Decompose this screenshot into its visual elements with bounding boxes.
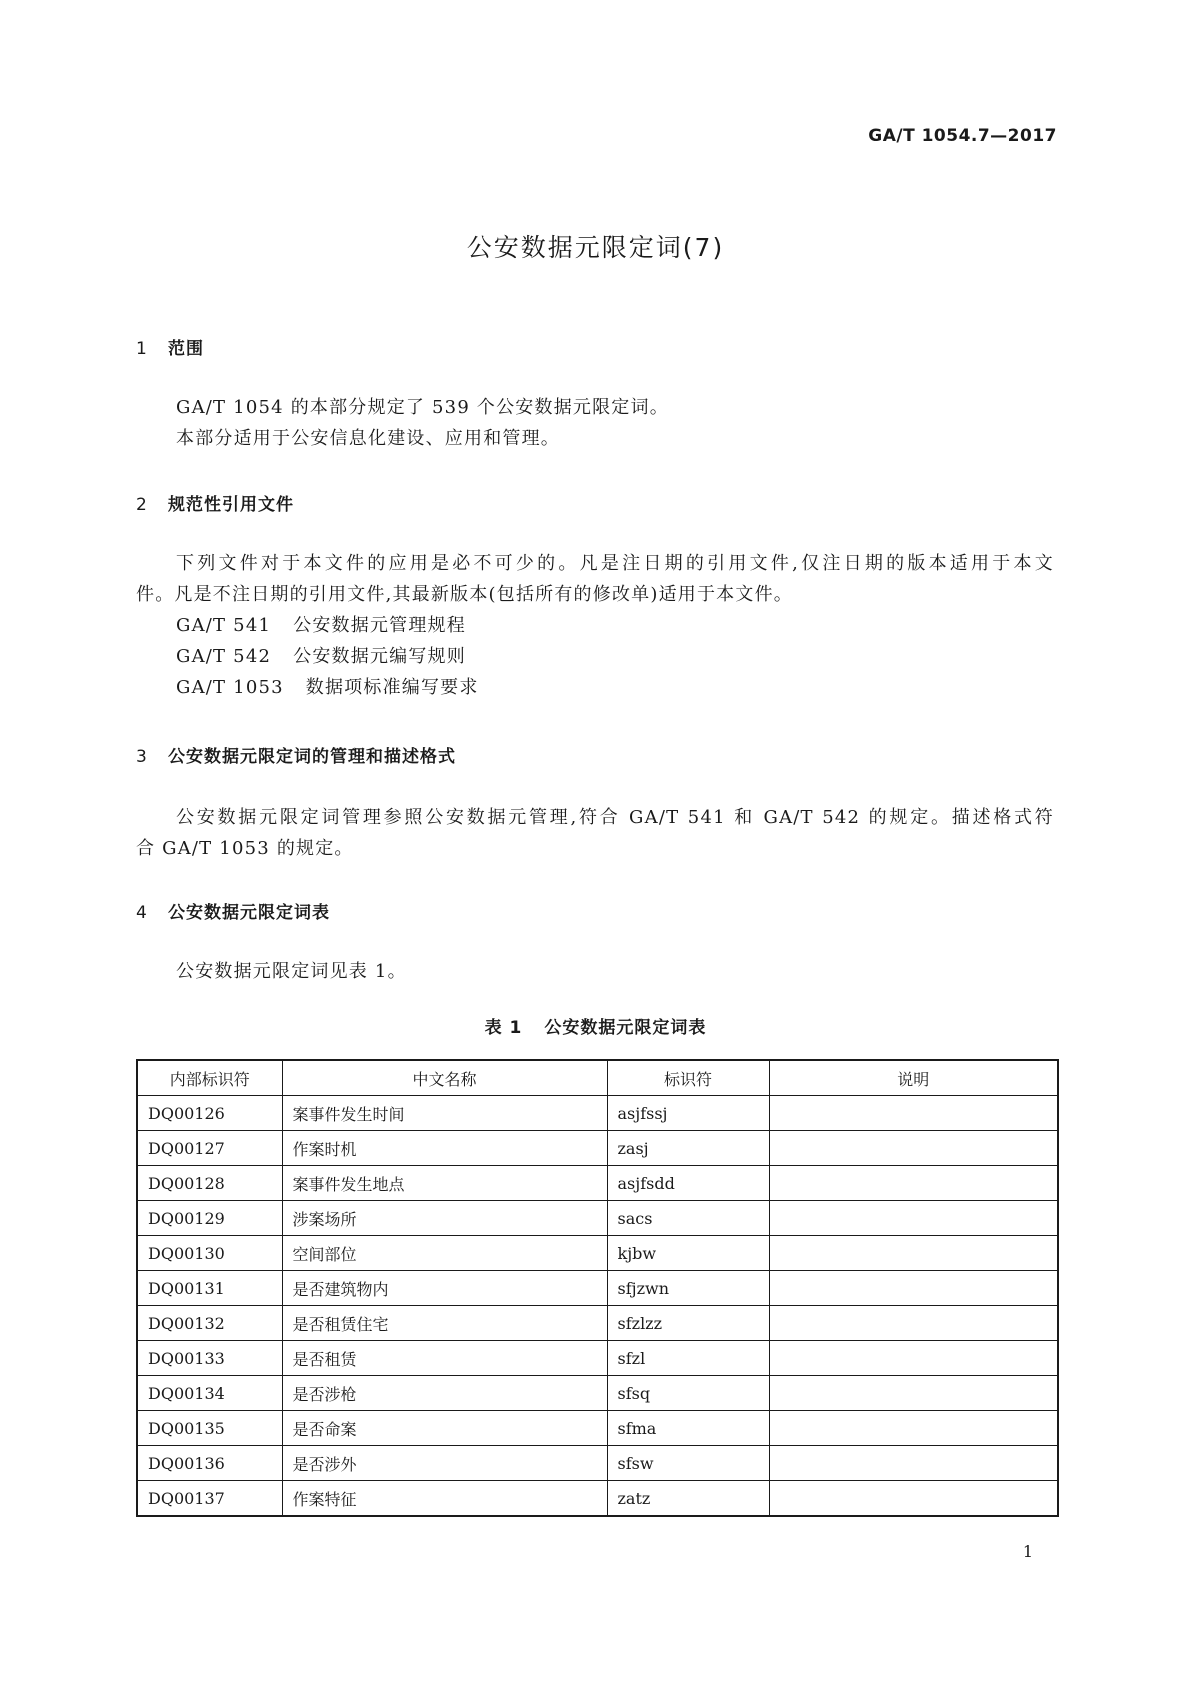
cell-internal-id: DQ00126 (137, 1096, 282, 1131)
section-4-body (136, 956, 1054, 987)
reference-code: GA/T 1053 (176, 677, 284, 698)
cell-internal-id: DQ00131 (137, 1271, 282, 1306)
cell-identifier: sfsw (607, 1446, 769, 1481)
cell-internal-id: DQ00128 (137, 1166, 282, 1201)
cell-internal-id: DQ00132 (137, 1306, 282, 1341)
section-3-number: 3 (136, 747, 148, 767)
reference-code: GA/T 541 (176, 615, 272, 636)
cell-description (769, 1481, 1058, 1517)
cell-internal-id: DQ00129 (137, 1201, 282, 1236)
section-2-number: 2 (136, 495, 148, 515)
section-2-intro-line-1: 下列文件对于本文件的应用是必不可少的。凡是注日期的引用文件,仅注日期的版本适用于本文 (176, 553, 1054, 574)
reference-code: GA/T 542 (176, 646, 272, 667)
cell-description (769, 1201, 1058, 1236)
table-caption-title: 公安数据元限定词表 (544, 1018, 707, 1038)
section-3-title: 公安数据元限定词的管理和描述格式 (168, 747, 456, 767)
section-1-paragraph: 本部分适用于公安信息化建设、应用和管理。 (176, 428, 560, 449)
section-1-body (136, 392, 1054, 454)
table-row (137, 1481, 1058, 1517)
table-row (137, 1341, 1058, 1376)
table-row (137, 1271, 1058, 1306)
cell-chinese-name: 是否涉枪 (282, 1376, 607, 1411)
section-3-heading (136, 742, 456, 767)
cell-description (769, 1236, 1058, 1271)
table-row (137, 1411, 1058, 1446)
reference-title: 公安数据元编写规则 (293, 646, 466, 667)
reference-title: 公安数据元管理规程 (293, 615, 466, 636)
table-body (137, 1096, 1058, 1517)
section-3-line-1: 公安数据元限定词管理参照公安数据元管理,符合 GA/T 541 和 GA/T 542 的规定。描述格式符 (176, 807, 1054, 828)
table-row (137, 1131, 1058, 1166)
cell-internal-id: DQ00137 (137, 1481, 282, 1517)
cell-description (769, 1341, 1058, 1376)
cell-chinese-name: 作案时机 (282, 1131, 607, 1166)
column-header-identifier: 标识符 (607, 1060, 769, 1096)
cell-description (769, 1306, 1058, 1341)
table-row (137, 1306, 1058, 1341)
reference-item (136, 610, 1054, 641)
cell-chinese-name: 是否命案 (282, 1411, 607, 1446)
cell-chinese-name: 案事件发生地点 (282, 1166, 607, 1201)
reference-item (136, 641, 1054, 672)
reference-title: 数据项标准编写要求 (305, 677, 479, 698)
cell-chinese-name: 是否涉外 (282, 1446, 607, 1481)
cell-chinese-name: 是否租赁住宅 (282, 1306, 607, 1341)
section-2-intro-line-2: 件。凡是不注日期的引用文件,其最新版本(包括所有的修改单)适用于本文件。 (136, 584, 793, 605)
table-header-row (137, 1060, 1058, 1096)
cell-identifier: sfzl (607, 1341, 769, 1376)
cell-identifier: zasj (607, 1131, 769, 1166)
document-title: 公安数据元限定词(7) (466, 233, 725, 262)
table-row (137, 1236, 1058, 1271)
cell-internal-id: DQ00130 (137, 1236, 282, 1271)
table-row (137, 1096, 1058, 1131)
cell-description (769, 1131, 1058, 1166)
section-2-title: 规范性引用文件 (168, 495, 294, 515)
table-row (137, 1201, 1058, 1236)
cell-identifier: sfjzwn (607, 1271, 769, 1306)
cell-chinese-name: 空间部位 (282, 1236, 607, 1271)
cell-identifier: kjbw (607, 1236, 769, 1271)
section-4-number: 4 (136, 903, 148, 923)
standard-number: GA/T 1054.7—2017 (868, 126, 1057, 146)
cell-description (769, 1166, 1058, 1201)
section-1-heading (136, 334, 204, 359)
section-1-title: 范围 (168, 339, 204, 359)
cell-chinese-name: 作案特征 (282, 1481, 607, 1517)
cell-internal-id: DQ00135 (137, 1411, 282, 1446)
section-2-body (136, 548, 1054, 703)
cell-identifier: sfma (607, 1411, 769, 1446)
cell-identifier: sacs (607, 1201, 769, 1236)
section-1-paragraph: GA/T 1054 的本部分规定了 539 个公安数据元限定词。 (176, 397, 669, 418)
section-4-title: 公安数据元限定词表 (168, 903, 330, 923)
table-caption-label: 表 1 (484, 1018, 523, 1038)
cell-identifier: sfsq (607, 1376, 769, 1411)
section-3-body (136, 802, 1054, 864)
column-header-description: 说明 (769, 1060, 1058, 1096)
section-1-number: 1 (136, 339, 148, 359)
qualifier-table (136, 1059, 1059, 1517)
column-header-chinese-name: 中文名称 (282, 1060, 607, 1096)
cell-description (769, 1446, 1058, 1481)
cell-internal-id: DQ00136 (137, 1446, 282, 1481)
table-caption (0, 1013, 1191, 1038)
section-3-line-2: 合 GA/T 1053 的规定。 (136, 838, 354, 859)
table-row (137, 1446, 1058, 1481)
table-row (137, 1376, 1058, 1411)
cell-internal-id: DQ00133 (137, 1341, 282, 1376)
section-2-heading (136, 490, 294, 515)
cell-chinese-name: 涉案场所 (282, 1201, 607, 1236)
table-row (137, 1166, 1058, 1201)
cell-identifier: asjfssj (607, 1096, 769, 1131)
cell-chinese-name: 案事件发生时间 (282, 1096, 607, 1131)
cell-chinese-name: 是否建筑物内 (282, 1271, 607, 1306)
page-number: 1 (1022, 1542, 1033, 1561)
cell-description (769, 1271, 1058, 1306)
section-4-heading (136, 898, 330, 923)
cell-identifier: sfzlzz (607, 1306, 769, 1341)
cell-description (769, 1376, 1058, 1411)
cell-identifier: zatz (607, 1481, 769, 1517)
cell-description (769, 1411, 1058, 1446)
column-header-internal-id: 内部标识符 (137, 1060, 282, 1096)
cell-identifier: asjfsdd (607, 1166, 769, 1201)
cell-internal-id: DQ00134 (137, 1376, 282, 1411)
section-4-paragraph: 公安数据元限定词见表 1。 (176, 961, 407, 982)
cell-description (769, 1096, 1058, 1131)
reference-item (136, 672, 1054, 703)
cell-chinese-name: 是否租赁 (282, 1341, 607, 1376)
cell-internal-id: DQ00127 (137, 1131, 282, 1166)
